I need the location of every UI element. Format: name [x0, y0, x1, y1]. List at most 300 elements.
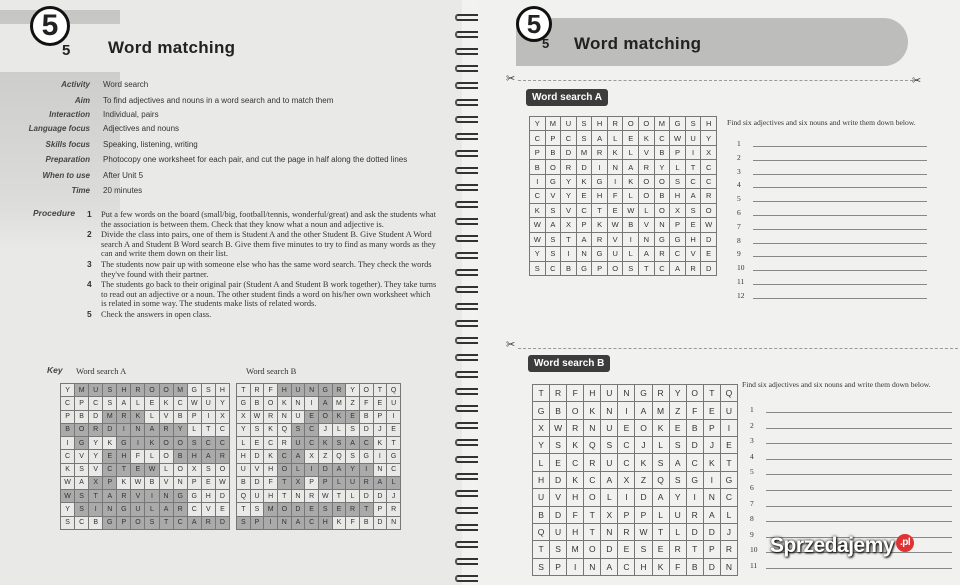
grid-cell: X	[305, 450, 319, 463]
grid-cell: O	[701, 203, 717, 217]
grid-cell: U	[201, 397, 215, 410]
grid-cell: G	[117, 503, 131, 516]
grid-cell: L	[652, 506, 669, 523]
grid-cell: F	[607, 189, 623, 203]
grid-cell: P	[545, 131, 561, 145]
grid-cell: E	[669, 419, 686, 436]
grid-cell: Y	[89, 437, 103, 450]
grid-cell: A	[75, 476, 89, 489]
answer-line-number: 1	[750, 405, 754, 414]
grid-cell: C	[618, 558, 635, 575]
grid-cell: Y	[530, 247, 546, 261]
grid-cell: K	[639, 131, 655, 145]
word-search-a-instruction: Find six adjectives and six nouns and write them down below.	[727, 118, 916, 127]
grid-cell: W	[623, 203, 639, 217]
grid-row	[237, 450, 401, 463]
answer-line-rule	[753, 160, 927, 161]
grid-cell: N	[607, 160, 623, 174]
grid-cell: D	[318, 463, 332, 476]
grid-cell: Y	[61, 384, 75, 397]
grid-cell: S	[669, 471, 686, 488]
grid-cell: I	[720, 419, 737, 436]
grid-cell: K	[584, 402, 601, 419]
grid-cell: H	[567, 489, 584, 506]
grid-cell: V	[159, 410, 173, 423]
grid-cell: T	[332, 490, 346, 503]
grid-cell: P	[187, 476, 201, 489]
grid-cell: O	[277, 463, 291, 476]
answer-line-rule	[766, 474, 952, 475]
grid-cell: F	[567, 506, 584, 523]
grid-cell: O	[173, 437, 187, 450]
answer-line-number: 6	[737, 207, 741, 217]
grid-cell: K	[576, 174, 592, 188]
grid-cell: L	[332, 476, 346, 489]
grid-cell: C	[567, 454, 584, 471]
grid-cell: T	[237, 503, 251, 516]
grid-cell: I	[618, 489, 635, 506]
answer-line-number: 7	[737, 221, 741, 231]
grid-row	[530, 189, 717, 203]
grid-cell: P	[670, 218, 686, 232]
answer-line-number: 9	[750, 529, 754, 539]
grid-cell: G	[237, 397, 251, 410]
grid-cell: L	[131, 397, 145, 410]
answer-line-number: 2	[737, 152, 741, 162]
grid-cell: T	[533, 541, 550, 558]
grid-cell: K	[264, 450, 278, 463]
grid-cell: U	[291, 384, 305, 397]
grid-cell: V	[639, 218, 655, 232]
answer-line	[750, 405, 952, 421]
grid-cell: O	[359, 384, 373, 397]
grid-cell: U	[346, 476, 360, 489]
grid-cell: P	[592, 261, 608, 275]
grid-cell: N	[291, 397, 305, 410]
grid-cell: J	[635, 437, 652, 454]
grid-cell: A	[576, 232, 592, 246]
grid-cell: N	[373, 463, 387, 476]
grid-cell: I	[703, 471, 720, 488]
grid-cell: L	[623, 247, 639, 261]
grid-cell: O	[607, 261, 623, 275]
grid-cell: D	[703, 558, 720, 575]
grid-cell: P	[703, 541, 720, 558]
grid-cell: P	[318, 476, 332, 489]
grid-cell: D	[103, 423, 117, 436]
grid-cell: T	[685, 160, 701, 174]
grid-cell: O	[145, 384, 159, 397]
grid-cell: R	[550, 385, 567, 402]
grid-cell: E	[618, 541, 635, 558]
right-page-title: Word matching	[574, 34, 702, 53]
right-unit-number-badge: 5	[516, 6, 552, 42]
grid-cell: G	[318, 384, 332, 397]
grid-cell: R	[264, 410, 278, 423]
grid-cell: B	[237, 476, 251, 489]
grid-cell: C	[215, 437, 229, 450]
grid-cell: C	[75, 516, 89, 529]
grid-cell: N	[173, 476, 187, 489]
scissors-icon: ✂	[912, 75, 922, 87]
grid-cell: S	[685, 117, 701, 131]
word-search-b-tag: Word search B	[528, 355, 610, 372]
word-search-a-answer-lines	[737, 139, 927, 305]
grid-cell: T	[373, 384, 387, 397]
grid-cell: S	[635, 541, 652, 558]
grid-cell: A	[601, 558, 618, 575]
grid-cell: B	[75, 410, 89, 423]
grid-cell: Q	[584, 437, 601, 454]
grid-cell: D	[701, 232, 717, 246]
grid-cell: C	[173, 397, 187, 410]
grid-cell: T	[639, 261, 655, 275]
scissors-icon: ✂	[506, 339, 516, 351]
grid-cell: R	[561, 160, 577, 174]
grid-cell: G	[173, 490, 187, 503]
grid-cell: I	[530, 174, 546, 188]
grid-cell: T	[561, 232, 577, 246]
grid-cell: I	[623, 232, 639, 246]
grid-cell: R	[584, 454, 601, 471]
grid-cell: S	[332, 437, 346, 450]
answer-line	[737, 222, 927, 236]
answer-line	[737, 263, 927, 277]
answer-line-rule	[753, 187, 927, 188]
grid-cell: V	[550, 489, 567, 506]
grid-cell: N	[159, 490, 173, 503]
grid-cell: H	[584, 385, 601, 402]
grid-cell: I	[305, 463, 319, 476]
answer-line-rule	[753, 298, 927, 299]
grid-cell: Y	[561, 174, 577, 188]
grid-cell: V	[89, 463, 103, 476]
grid-cell: V	[201, 503, 215, 516]
grid-cell: S	[75, 503, 89, 516]
grid-cell: I	[387, 410, 401, 423]
grid-cell: U	[533, 489, 550, 506]
answer-line	[750, 452, 952, 468]
meta-value: Word search	[103, 80, 149, 89]
grid-cell: Y	[346, 384, 360, 397]
grid-cell: R	[359, 476, 373, 489]
scissors-icon: ✂	[506, 73, 516, 85]
grid-cell: C	[618, 454, 635, 471]
grid-cell: I	[373, 450, 387, 463]
grid-row	[530, 247, 717, 261]
grid-cell: R	[201, 516, 215, 529]
grid-cell: F	[264, 476, 278, 489]
grid-cell: C	[187, 503, 201, 516]
grid-cell: P	[117, 516, 131, 529]
grid-cell: S	[75, 490, 89, 503]
key-grid-b	[236, 383, 401, 530]
grid-cell: T	[592, 203, 608, 217]
grid-cell: L	[639, 203, 655, 217]
answer-line-rule	[766, 428, 952, 429]
grid-cell: N	[584, 419, 601, 436]
answer-line	[750, 483, 952, 499]
grid-row	[530, 203, 717, 217]
grid-cell: R	[131, 384, 145, 397]
answer-line-rule	[766, 412, 952, 413]
answer-line-number: 4	[737, 180, 741, 190]
grid-cell: T	[201, 423, 215, 436]
word-search-a-grid	[529, 116, 717, 276]
procedure-step-number: 4	[87, 279, 92, 290]
answer-line	[750, 436, 952, 452]
grid-cell: N	[277, 516, 291, 529]
grid-cell: C	[530, 131, 546, 145]
grid-cell: E	[387, 423, 401, 436]
answer-line-number: 5	[737, 194, 741, 204]
grid-cell: O	[639, 174, 655, 188]
grid-cell: E	[346, 410, 360, 423]
answer-line-number: 5	[750, 467, 754, 477]
grid-cell: C	[61, 397, 75, 410]
answer-line-number: 3	[737, 166, 741, 176]
grid-cell: C	[305, 516, 319, 529]
procedure-step	[84, 210, 438, 229]
grid-cell: L	[145, 410, 159, 423]
grid-cell: D	[701, 261, 717, 275]
grid-row	[530, 145, 717, 159]
grid-row	[530, 232, 717, 246]
grid-cell: B	[359, 410, 373, 423]
grid-row	[533, 385, 738, 402]
grid-cell: Y	[89, 450, 103, 463]
grid-row	[237, 463, 401, 476]
grid-cell: R	[346, 503, 360, 516]
grid-cell: I	[567, 558, 584, 575]
grid-cell: I	[592, 160, 608, 174]
grid-cell: P	[61, 410, 75, 423]
left-page	[0, 0, 468, 585]
grid-cell: T	[387, 437, 401, 450]
grid-cell: E	[215, 503, 229, 516]
grid-cell: S	[550, 541, 567, 558]
meta-row	[0, 110, 460, 125]
grid-cell: P	[75, 397, 89, 410]
grid-cell: H	[187, 450, 201, 463]
grid-row	[237, 516, 401, 529]
grid-cell: R	[618, 523, 635, 540]
grid-row	[533, 471, 738, 488]
grid-cell: K	[61, 463, 75, 476]
grid-cell: R	[89, 423, 103, 436]
grid-cell: Q	[533, 523, 550, 540]
grid-cell: C	[215, 423, 229, 436]
grid-cell: A	[291, 450, 305, 463]
grid-cell: W	[607, 218, 623, 232]
grid-cell: G	[592, 174, 608, 188]
answer-line-rule	[753, 215, 927, 216]
grid-cell: I	[131, 437, 145, 450]
grid-row	[61, 437, 230, 450]
grid-cell: G	[117, 437, 131, 450]
grid-cell: D	[635, 489, 652, 506]
grid-cell: M	[567, 541, 584, 558]
grid-cell: G	[533, 402, 550, 419]
grid-cell: K	[145, 437, 159, 450]
grid-cell: W	[61, 476, 75, 489]
grid-cell: N	[103, 503, 117, 516]
meta-value: Photocopy one worksheet for each pair, and cut the page in half along the dotted lines	[103, 155, 408, 164]
grid-cell: N	[639, 232, 655, 246]
grid-cell: R	[305, 490, 319, 503]
answer-line-number: 1	[737, 139, 741, 148]
grid-cell: S	[237, 516, 251, 529]
grid-cell: T	[584, 523, 601, 540]
answer-line	[737, 208, 927, 222]
grid-cell: S	[669, 437, 686, 454]
grid-cell: R	[387, 503, 401, 516]
grid-cell: B	[173, 410, 187, 423]
key-a-title: Word search A	[76, 366, 127, 376]
grid-cell: K	[373, 437, 387, 450]
grid-cell: R	[652, 385, 669, 402]
grid-cell: E	[623, 131, 639, 145]
grid-row	[237, 490, 401, 503]
grid-cell: A	[291, 516, 305, 529]
grid-cell: O	[686, 385, 703, 402]
meta-value: After Unit 5	[103, 171, 144, 180]
grid-cell: M	[264, 503, 278, 516]
grid-cell: H	[237, 450, 251, 463]
grid-cell: B	[686, 419, 703, 436]
grid-cell: D	[373, 490, 387, 503]
grid-cell: S	[601, 437, 618, 454]
grid-cell: V	[159, 476, 173, 489]
grid-cell: Z	[669, 402, 686, 419]
grid-cell: S	[75, 463, 89, 476]
grid-row	[530, 117, 717, 131]
grid-cell: Y	[61, 503, 75, 516]
grid-cell: G	[635, 385, 652, 402]
grid-cell: O	[159, 437, 173, 450]
grid-cell: W	[530, 232, 546, 246]
grid-cell: M	[75, 384, 89, 397]
grid-cell: I	[607, 174, 623, 188]
grid-cell: P	[703, 419, 720, 436]
answer-line	[750, 421, 952, 437]
grid-cell: Y	[561, 189, 577, 203]
grid-cell: H	[592, 189, 608, 203]
grid-cell: I	[685, 145, 701, 159]
grid-cell: C	[277, 450, 291, 463]
grid-cell: W	[187, 397, 201, 410]
grid-cell: O	[654, 203, 670, 217]
answer-line	[750, 467, 952, 483]
grid-cell: G	[359, 450, 373, 463]
grid-cell: S	[685, 203, 701, 217]
grid-cell: A	[373, 476, 387, 489]
grid-cell: S	[201, 384, 215, 397]
grid-cell: L	[652, 437, 669, 454]
grid-cell: D	[550, 471, 567, 488]
grid-cell: X	[291, 476, 305, 489]
grid-cell: T	[277, 476, 291, 489]
grid-row	[533, 454, 738, 471]
meta-row	[0, 155, 460, 170]
answer-line	[737, 249, 927, 263]
grid-cell: R	[277, 437, 291, 450]
grid-cell: W	[145, 463, 159, 476]
procedure-step-text: Check the answers in open class.	[101, 309, 212, 319]
grid-cell: V	[250, 463, 264, 476]
grid-cell: K	[567, 471, 584, 488]
grid-cell: O	[584, 541, 601, 558]
grid-cell: S	[291, 423, 305, 436]
grid-cell: L	[623, 145, 639, 159]
grid-cell: I	[686, 489, 703, 506]
grid-cell: C	[545, 261, 561, 275]
grid-cell: R	[639, 160, 655, 174]
answer-line	[737, 236, 927, 250]
grid-row	[237, 437, 401, 450]
grid-cell: Y	[530, 117, 546, 131]
grid-cell: K	[277, 397, 291, 410]
grid-cell: D	[250, 476, 264, 489]
grid-cell: H	[567, 523, 584, 540]
grid-cell: I	[61, 437, 75, 450]
procedure-step-number: 2	[87, 229, 92, 240]
grid-cell: B	[173, 450, 187, 463]
grid-cell: R	[117, 410, 131, 423]
unit-number: 5	[62, 42, 71, 59]
grid-cell: C	[686, 454, 703, 471]
grid-cell: D	[291, 503, 305, 516]
grid-cell: K	[318, 437, 332, 450]
grid-cell: O	[584, 489, 601, 506]
grid-cell: U	[89, 384, 103, 397]
grid-cell: T	[277, 490, 291, 503]
grid-cell: G	[387, 450, 401, 463]
grid-cell: O	[623, 117, 639, 131]
grid-cell: Z	[635, 471, 652, 488]
grid-row	[533, 489, 738, 506]
grid-cell: R	[250, 384, 264, 397]
grid-cell: X	[215, 410, 229, 423]
procedure-step	[84, 260, 438, 279]
grid-cell: M	[103, 410, 117, 423]
grid-cell: C	[359, 437, 373, 450]
grid-cell: F	[131, 450, 145, 463]
meta-value: Adjectives and nouns	[103, 124, 180, 133]
answer-line	[737, 153, 927, 167]
grid-cell: O	[318, 410, 332, 423]
grid-cell: G	[670, 232, 686, 246]
grid-row	[533, 523, 738, 540]
grid-cell: V	[639, 145, 655, 159]
grid-cell: L	[145, 503, 159, 516]
grid-cell: X	[89, 476, 103, 489]
grid-cell: G	[670, 117, 686, 131]
grid-cell: R	[686, 506, 703, 523]
grid-cell: S	[550, 437, 567, 454]
grid-cell: G	[75, 437, 89, 450]
grid-cell: X	[533, 419, 550, 436]
grid-cell: E	[305, 503, 319, 516]
grid-cell: Z	[318, 450, 332, 463]
grid-cell: G	[654, 232, 670, 246]
meta-value: To find adjectives and nouns in a word search and to match them	[103, 96, 334, 105]
grid-cell: T	[703, 385, 720, 402]
grid-cell: D	[215, 490, 229, 503]
watermark: Sprzedajemy .pl	[770, 534, 914, 558]
grid-cell: U	[550, 523, 567, 540]
answer-line-rule	[753, 270, 927, 271]
